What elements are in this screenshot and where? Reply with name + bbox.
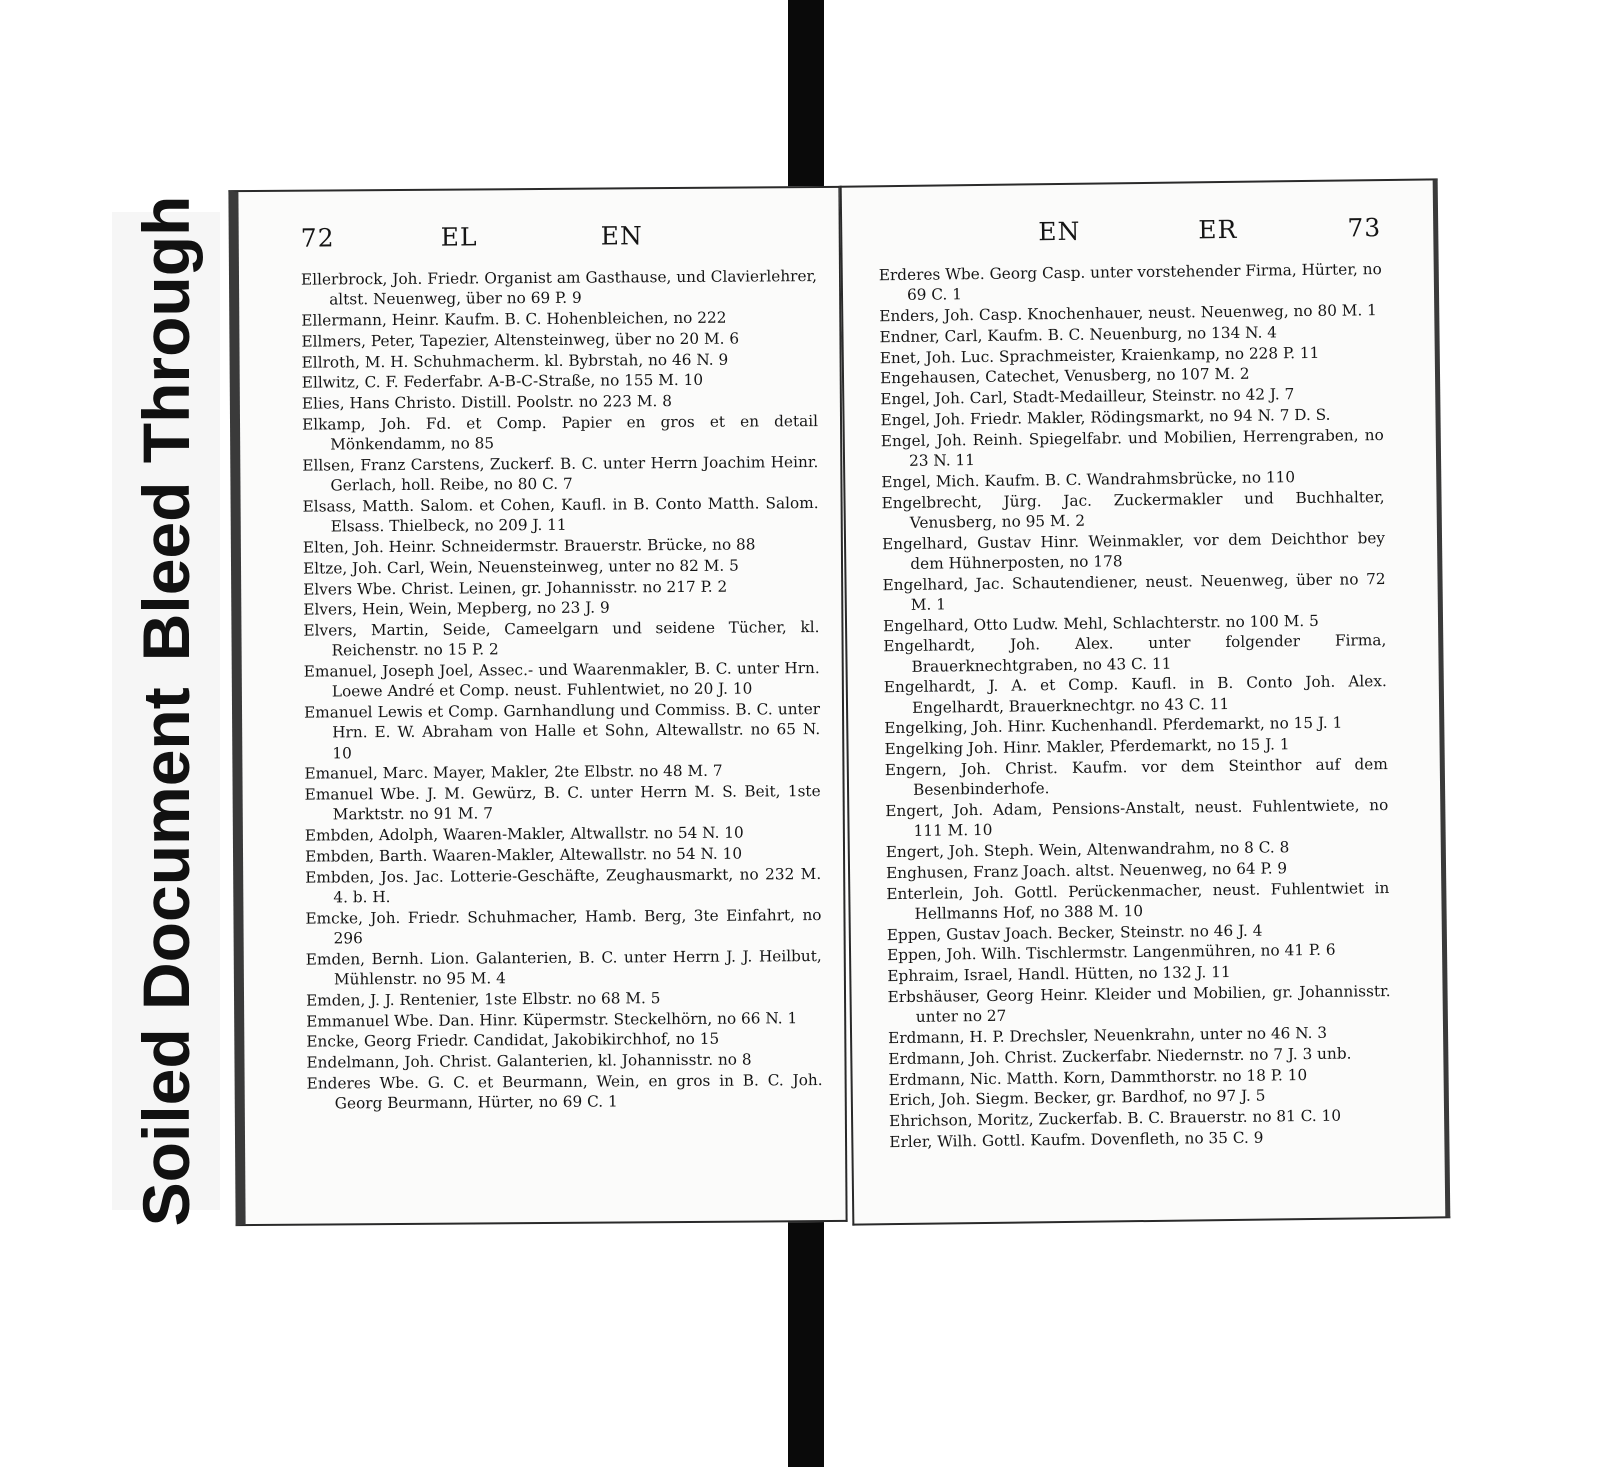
directory-entry: Engelhard, Gustav Hinr. Weinmakler, vor dem Deichthor bey dem Hühnerposten, no 178 xyxy=(881,528,1386,573)
directory-entry: Elvers, Martin, Seide, Cameelgarn und seidene Tücher, kl. Reichenstr. no 15 P. 2 xyxy=(303,618,820,660)
condition-label-bleed: Bleed Through xyxy=(129,195,203,662)
directory-entry: Emanuel Wbe. J. M. Gewürz, B. C. unter Herrn M. S. Beit, 1ste Marktstr. no 91 M. 7 xyxy=(304,782,821,824)
right-page xyxy=(840,178,1451,1225)
directory-entry: Elkamp, Joh. Fd. et Comp. Papier en gros et en detail Mönkendamm, no 85 xyxy=(301,412,819,454)
directory-entry: Emanuel, Joseph Joel, Assec.- und Waarenmakler, B. C. unter Hrn. Loewe André et Comp. neust. Fuhlentwiet, no 20 J. 10 xyxy=(303,659,820,701)
directory-entry: Eltze, Joh. Carl, Wein, Neuensteinweg, unter no 82 M. 5 xyxy=(302,556,739,578)
directory-entry: Erdmann, H. P. Drechsler, Neuenkrahn, unter no 46 N. 3 xyxy=(887,1023,1328,1048)
right-head-start: EN xyxy=(1038,216,1081,247)
directory-entry: Elvers, Hein, Wein, Mepberg, no 23 J. 9 xyxy=(303,598,610,620)
directory-entry: Erderes Wbe. Georg Casp. unter vorstehender Firma, Hürter, no 69 C. 1 xyxy=(878,260,1382,305)
right-head-end: ER xyxy=(1198,214,1238,245)
directory-entry: Engelhardt, J. A. et Comp. Kaufl. in B. Conto Joh. Alex. Engelhardt, Brauerknechtgr. no 43 C. 11 xyxy=(883,672,1387,717)
directory-entry: Engert, Joh. Steph. Wein, Altenwandrahm, no 8 C. 8 xyxy=(885,838,1290,862)
left-head-start: EL xyxy=(440,222,478,252)
left-page-number: 72 xyxy=(300,223,335,253)
directory-entry: Endner, Carl, Kaufm. B. C. Neuenburg, no 134 N. 4 xyxy=(879,323,1278,347)
directory-entry: Engelhardt, Joh. Alex. unter folgender Firma, Brauerknechtgraben, no 43 C. 11 xyxy=(883,631,1387,676)
directory-entry: Erich, Joh. Siegm. Becker, gr. Bardhof, no 97 J. 5 xyxy=(888,1086,1266,1110)
right-page-number: 73 xyxy=(1347,213,1382,243)
directory-entry: Engelking, Joh. Hinr. Kuchenhandl. Pferdemarkt, no 15 J. 1 xyxy=(884,713,1343,738)
directory-entry: Endelmann, Joh. Christ. Galanterien, kl. Johannisstr. no 8 xyxy=(306,1050,752,1072)
directory-entry: Ellroth, M. H. Schuhmacherm. kl. Bybrstah, no 46 N. 9 xyxy=(301,350,729,372)
directory-entry: Embden, Barth. Waaren-Makler, Altewallstr. no 54 N. 10 xyxy=(304,844,743,866)
directory-entry: Erdmann, Joh. Christ. Zuckerfabr. Niedernstr. no 7 J. 3 unb. xyxy=(888,1044,1352,1068)
directory-entry: Erdmann, Nic. Matth. Korn, Dammthorstr. no 18 P. 10 xyxy=(888,1065,1308,1089)
directory-entry: Eppen, Gustav Joach. Becker, Steinstr. no 46 J. 4 xyxy=(886,921,1263,944)
directory-entry: Engehausen, Catechet, Venusberg, no 107 M. 2 xyxy=(879,365,1250,388)
left-entry-list xyxy=(301,266,823,1114)
directory-entry: Ellwitz, C. F. Federfabr. A-B-C-Straße, no 155 M. 10 xyxy=(301,371,704,393)
directory-entry: Enghusen, Franz Joach. altst. Neuenweg, no 64 P. 9 xyxy=(885,859,1288,882)
scanner-divider-bottom xyxy=(788,1222,824,1467)
directory-entry: Embden, Adolph, Waaren-Makler, Altwallstr. no 54 N. 10 xyxy=(304,823,744,845)
directory-entry: Engelhard, Otto Ludw. Mehl, Schlachterstr. no 100 M. 5 xyxy=(882,611,1319,635)
condition-label-soiled: Soiled Document xyxy=(129,687,203,1227)
condition-stamp-text xyxy=(128,196,204,1227)
directory-entry: Emanuel, Marc. Mayer, Makler, 2te Elbstr. no 48 M. 7 xyxy=(304,762,723,784)
directory-entry: Encke, Georg Friedr. Candidat, Jakobikirchhof, no 15 xyxy=(306,1030,720,1051)
right-entry-list xyxy=(879,259,1393,1152)
directory-entry: Emanuel Lewis et Comp. Garnhandlung und Commiss. B. C. unter Hrn. E. W. Abraham von Halle et Sohn, Altewallstr. no 65 N. 10 xyxy=(303,700,821,763)
directory-entry: Engel, Joh. Carl, Stadt-Medailleur, Steinstr. no 42 J. 7 xyxy=(880,385,1295,409)
left-page xyxy=(228,186,847,1226)
directory-entry: Erbshäuser, Georg Heinr. Kleider und Mobilien, gr. Johannisstr. unter no 27 xyxy=(887,981,1391,1026)
left-running-head xyxy=(301,216,817,262)
directory-entry: Engel, Mich. Kaufm. B. C. Wandrahmsbrücke, no 110 xyxy=(881,467,1296,491)
directory-entry: Engelhard, Jac. Schautendiener, neust. Neuenweg, über no 72 M. 1 xyxy=(882,569,1386,614)
directory-entry: Elsass, Matth. Salom. et Cohen, Kaufl. in B. Conto Matth. Salom. Elsass. Thielbeck, no 209 J. 11 xyxy=(302,494,819,536)
scanner-divider-top xyxy=(788,0,824,193)
directory-entry: Engelking Joh. Hinr. Makler, Pferdemarkt, no 15 J. 1 xyxy=(884,735,1290,759)
directory-entry: Elten, Joh. Heinr. Schneidermstr. Brauerstr. Brücke, no 88 xyxy=(302,535,756,557)
directory-entry: Enderes Wbe. G. C. et Beurmann, Wein, en gros in B. C. Joh. Georg Beurmann, Hürter, no 69 C. 1 xyxy=(306,1070,823,1113)
directory-entry: Ellerbrock, Joh. Friedr. Organist am Gasthause, und Clavierlehrer, altst. Neuenweg, über no 69 P. 9 xyxy=(300,267,818,309)
directory-entry: Elies, Hans Christo. Distill. Poolstr. no 223 M. 8 xyxy=(301,392,672,413)
directory-entry: Emmanuel Wbe. Dan. Hinr. Küpermstr. Steckelhörn, no 66 N. 1 xyxy=(306,1008,798,1031)
directory-entry: Engert, Joh. Adam, Pensions-Anstalt, neust. Fuhlentwiete, no 111 M. 10 xyxy=(885,796,1389,841)
left-head-end: EN xyxy=(600,221,643,251)
directory-entry: Emden, J. J. Rentenier, 1ste Elbstr. no 68 M. 5 xyxy=(305,988,661,1010)
directory-entry: Enders, Joh. Casp. Knochenhauer, neust. Neuenweg, no 80 M. 1 xyxy=(879,301,1377,326)
condition-stamp xyxy=(112,195,220,1227)
directory-entry: Ephraim, Israel, Handl. Hütten, no 132 J. 11 xyxy=(887,963,1231,986)
directory-entry: Eppen, Joh. Wilh. Tischlermstr. Langenmühren, no 41 P. 6 xyxy=(886,941,1336,965)
directory-entry: Enterlein, Joh. Gottl. Perückenmacher, neust. Fuhlentwiet in Hellmanns Hof, no 388 M. 10 xyxy=(886,878,1390,923)
directory-entry: Engern, Joh. Christ. Kaufm. vor dem Steinthor auf dem Besenbinderhofe. xyxy=(884,755,1388,800)
directory-entry: Ellmers, Peter, Tapezier, Altensteinweg, über no 20 M. 6 xyxy=(301,329,740,351)
directory-entry: Elvers Wbe. Christ. Leinen, gr. Johannisstr. no 217 P. 2 xyxy=(303,577,728,599)
right-running-head xyxy=(878,209,1381,257)
directory-entry: Engel, Joh. Reinh. Spiegelfabr. und Mobilien, Herrengraben, no 23 N. 11 xyxy=(880,425,1384,470)
directory-entry: Enet, Joh. Luc. Sprachmeister, Kraienkamp, no 228 P. 11 xyxy=(879,343,1320,367)
directory-entry: Engel, Joh. Friedr. Makler, Rödingsmarkt, no 94 N. 7 D. S. xyxy=(880,405,1331,430)
directory-entry: Ellsen, Franz Carstens, Zuckerf. B. C. unter Herrn Joachim Heinr. Gerlach, holl. Reibe, no 80 C. 7 xyxy=(302,453,819,495)
directory-entry: Ehrichson, Moritz, Zuckerfab. B. C. Brauerstr. no 81 C. 10 xyxy=(888,1106,1342,1131)
directory-entry: Emden, Bernh. Lion. Galanterien, B. C. unter Herrn J. J. Heilbut, Mühlenstr. no 95 M. 4 xyxy=(305,946,822,989)
directory-entry: Emcke, Joh. Friedr. Schuhmacher, Hamb. Berg, 3te Einfahrt, no 296 xyxy=(305,905,822,948)
directory-entry: Erler, Wilh. Gottl. Kaufm. Dovenfleth, no 35 C. 9 xyxy=(889,1128,1264,1152)
directory-entry: Engelbrecht, Jürg. Jac. Zuckermakler und Buchhalter, Venusberg, no 95 M. 2 xyxy=(881,487,1385,532)
directory-entry: Ellermann, Heinr. Kaufm. B. C. Hohenbleichen, no 222 xyxy=(301,308,727,330)
directory-entry: Embden, Jos. Jac. Lotterie-Geschäfte, Zeughausmarkt, no 232 M. 4. b. H. xyxy=(305,864,822,907)
